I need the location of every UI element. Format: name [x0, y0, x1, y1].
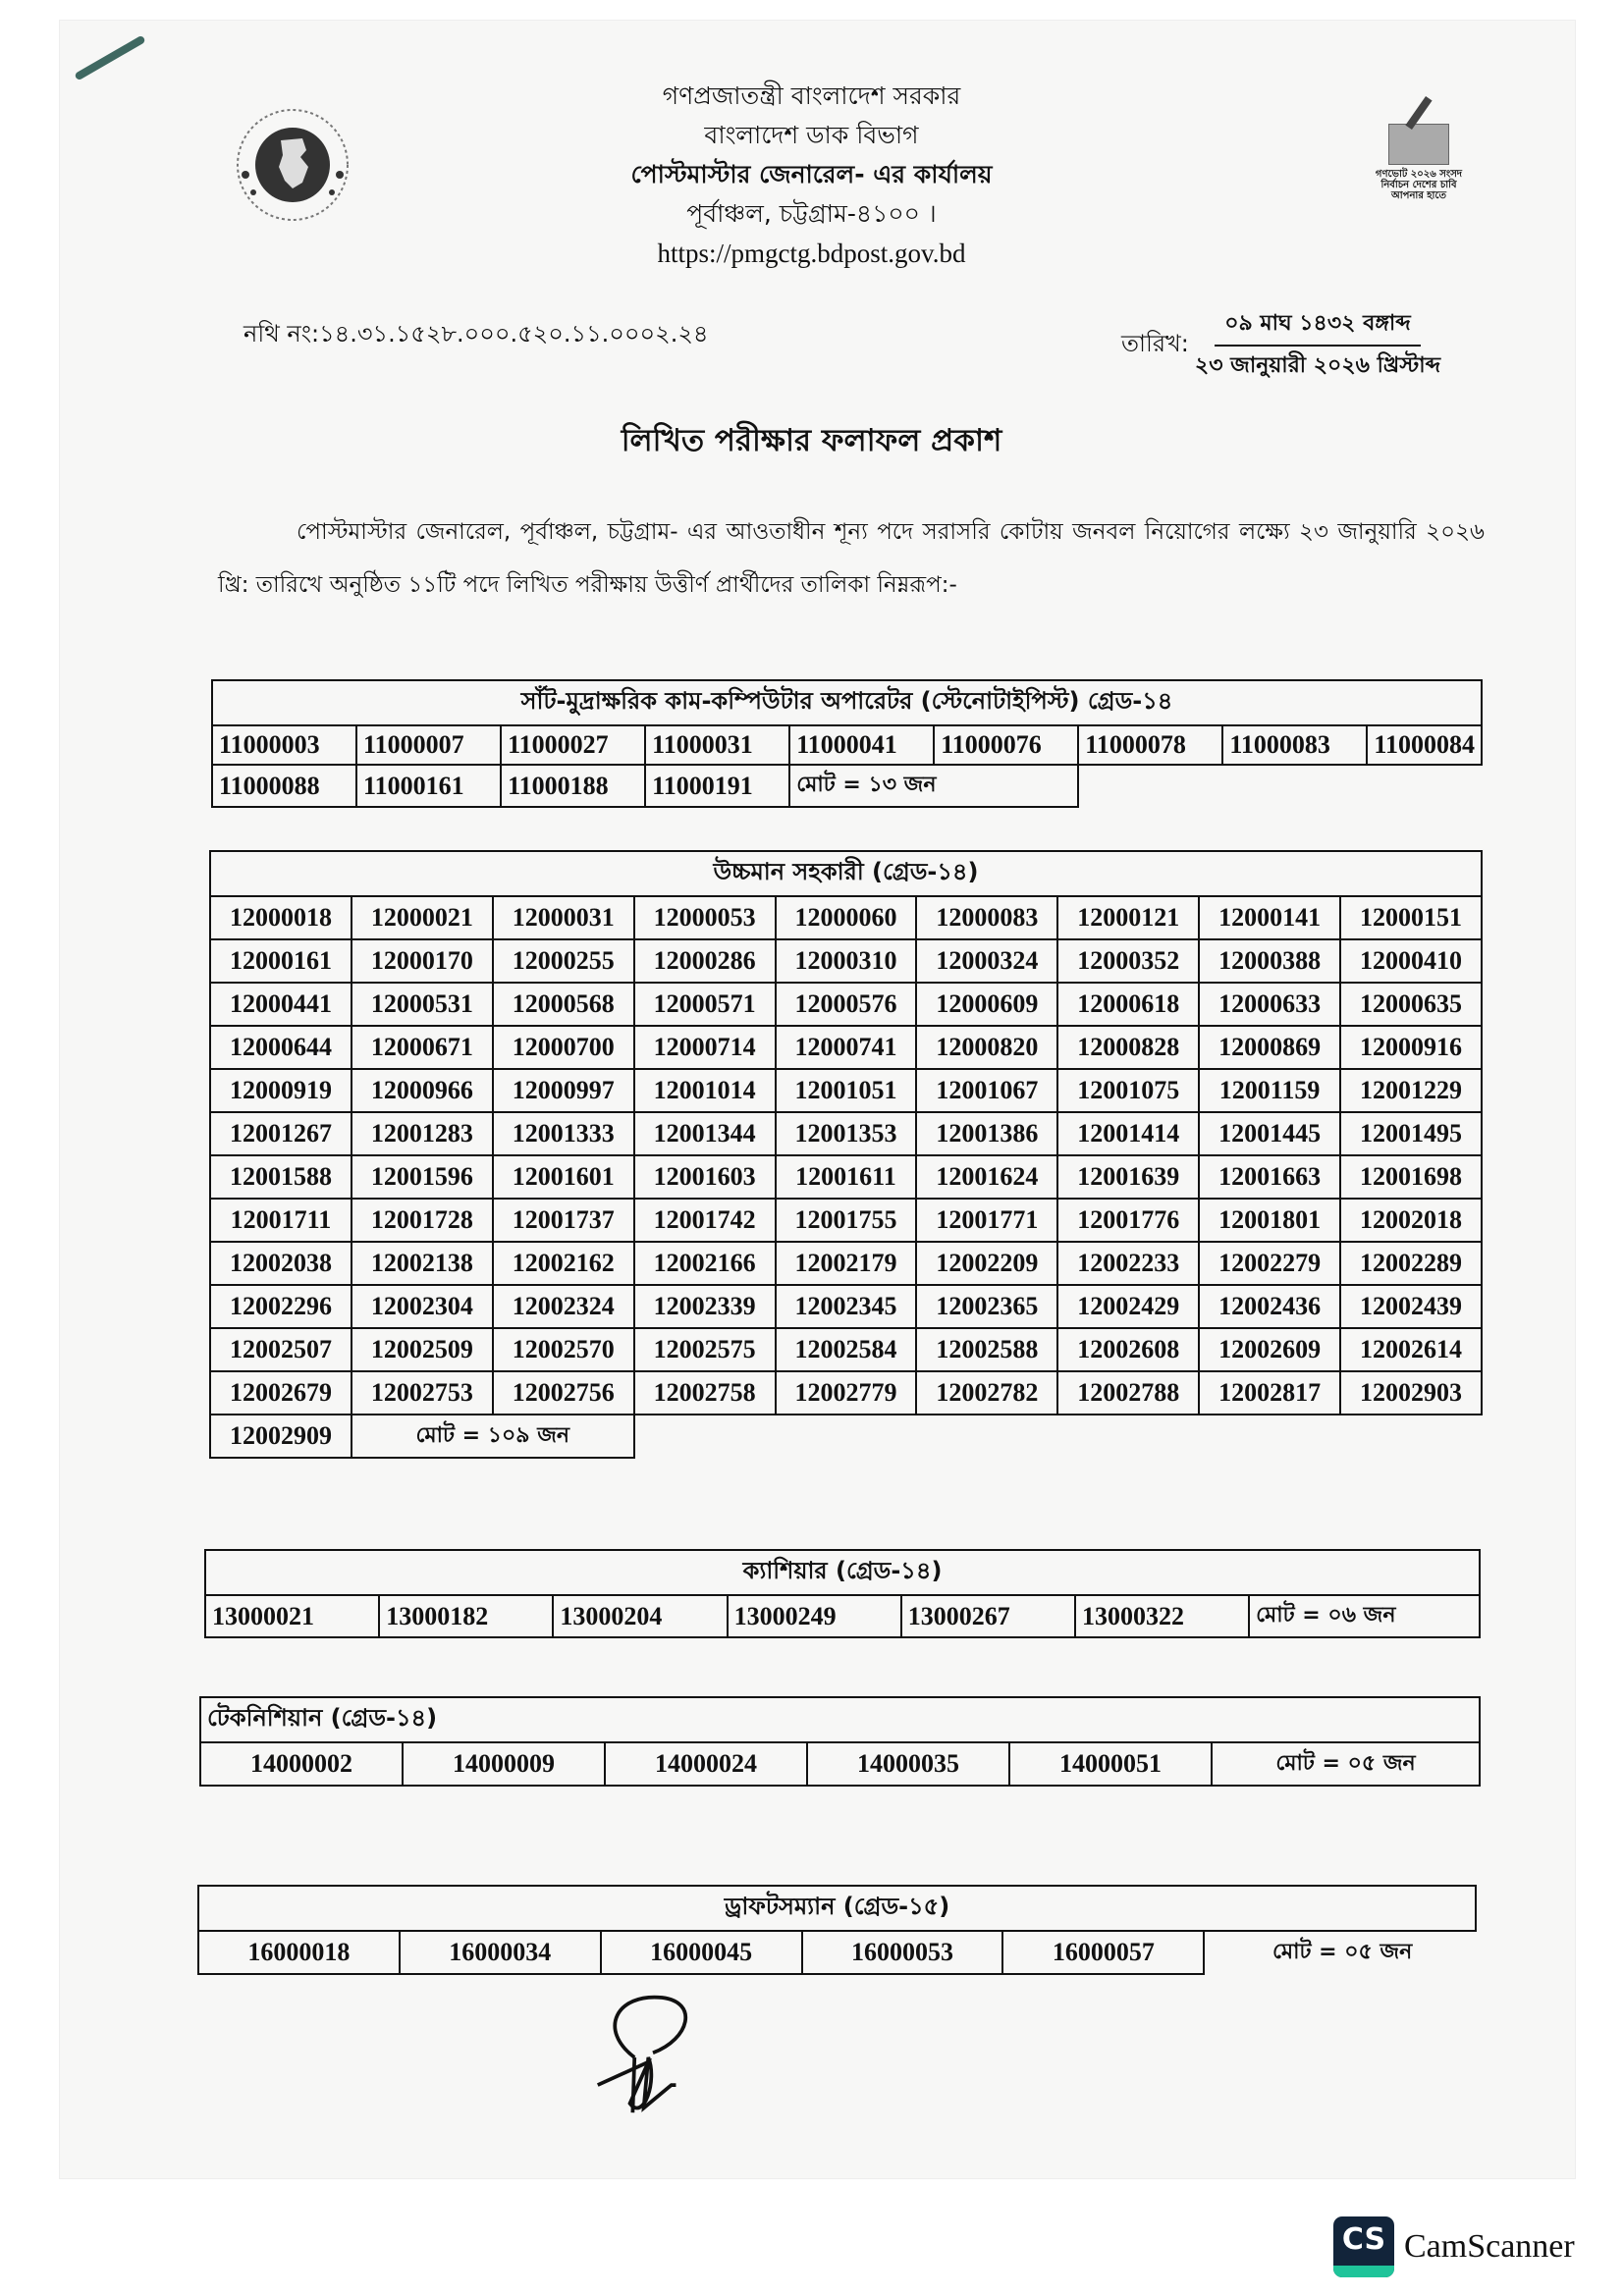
roll-cell: 12001353 [776, 1112, 917, 1155]
camscanner-watermark [1333, 2216, 1575, 2277]
roll-cell: 12001075 [1057, 1069, 1199, 1112]
roll-cell: 12001267 [210, 1112, 352, 1155]
roll-cell: 11000084 [1367, 725, 1482, 765]
roll-cell: 12002779 [776, 1371, 917, 1415]
roll-cell: 12000286 [634, 939, 776, 983]
roll-cell: 11000191 [645, 765, 789, 807]
total-count: মোট = ০৫ জন [1271, 1940, 1413, 1964]
roll-cell: 12002339 [634, 1285, 776, 1328]
roll-cell: 12002614 [1340, 1328, 1482, 1371]
roll-cell: 12001755 [776, 1199, 917, 1242]
roll-cell: 13000204 [553, 1595, 727, 1637]
table-heading: সাঁট-মুদ্রাক্ষরিক কাম-কম্পিউটার অপারেটর (স্টেনোটাইপিস্ট) গ্রেড-১৪ [212, 680, 1482, 725]
date-gregorian: ২৩ জানুয়ারী ২০২৬ খ্রিস্টাব্দ [1194, 353, 1441, 378]
roll-cell: 12000576 [776, 983, 917, 1026]
roll-cell: 12002296 [210, 1285, 352, 1328]
roll-cell: 12000161 [210, 939, 352, 983]
roll-cell: 12000255 [493, 939, 634, 983]
roll-cell: 12002575 [634, 1328, 776, 1371]
roll-cell: 12000714 [634, 1026, 776, 1069]
roll-cell: 12002436 [1199, 1285, 1340, 1328]
roll-cell: 12000031 [493, 896, 634, 939]
roll-cell: 12001386 [916, 1112, 1057, 1155]
roll-cell: 12002439 [1340, 1285, 1482, 1328]
table-row [210, 896, 1482, 939]
table-row [205, 1595, 1480, 1637]
result-table-draftsman [197, 1885, 1477, 1975]
letterhead-address: পূর্বাঞ্চল, চট্টগ্রাম-৪১০০ । [686, 199, 937, 228]
roll-cell: 12000388 [1199, 939, 1340, 983]
roll-cell: 13000249 [728, 1595, 901, 1637]
roll-cell: 12000083 [916, 896, 1057, 939]
table-heading: ক্যাশিয়ার (গ্রেড-১৪) [205, 1550, 1480, 1595]
roll-cell: 11000078 [1078, 725, 1222, 765]
roll-cell: 12000671 [352, 1026, 493, 1069]
roll-cell: 12000441 [210, 983, 352, 1026]
roll-cell: 12000820 [916, 1026, 1057, 1069]
roll-cell: 12001283 [352, 1112, 493, 1155]
roll-cell: 12001344 [634, 1112, 776, 1155]
total-count: মোট = ০৫ জন [1212, 1742, 1480, 1786]
table-row [210, 1069, 1482, 1112]
roll-cell: 12002753 [352, 1371, 493, 1415]
roll-cell: 12000324 [916, 939, 1057, 983]
election-logo-text: গণভোট ২০২৬ সংসদ নির্বাচন দেশের চাবি আপনার হাতে [1375, 169, 1463, 201]
ballot-box-icon [1388, 124, 1449, 165]
table-row [200, 1742, 1480, 1786]
table-row [210, 983, 1482, 1026]
roll-cell: 16000018 [198, 1931, 400, 1974]
memo-label: নথি নং: [243, 320, 320, 347]
roll-cell: 12002758 [634, 1371, 776, 1415]
page-title: লিখিত পরীক্ষার ফলাফল প্রকাশ [621, 423, 1002, 458]
roll-cell: 12002179 [776, 1242, 917, 1285]
roll-cell: 16000045 [601, 1931, 802, 1974]
roll-cell: 12002584 [776, 1328, 917, 1371]
memo-value: ১৪.৩১.১৫২৮.০০০.৫২০.১১.০০০২.২৪ [319, 320, 709, 347]
table-row [212, 725, 1482, 765]
roll-cell: 12001414 [1057, 1112, 1199, 1155]
roll-cell: 12000633 [1199, 983, 1340, 1026]
roll-cell: 11000031 [645, 725, 789, 765]
roll-cell: 12000618 [1057, 983, 1199, 1026]
roll-cell: 13000021 [205, 1595, 379, 1637]
roll-cell: 12002608 [1057, 1328, 1199, 1371]
table-row [210, 1026, 1482, 1069]
roll-cell: 12000060 [776, 896, 917, 939]
table-heading: ড্রাফটসম্যান (গ্রেড-১৫) [198, 1886, 1476, 1931]
table-row [212, 765, 1482, 807]
roll-cell: 12000021 [352, 896, 493, 939]
roll-cell: 12002166 [634, 1242, 776, 1285]
roll-cell: 12002304 [352, 1285, 493, 1328]
camscanner-logo-icon: CS [1333, 2216, 1394, 2277]
roll-cell: 12001728 [352, 1199, 493, 1242]
date-bangla: ০৯ মাঘ ১৪৩২ বঙ্গাব্দ [1215, 306, 1421, 347]
table-row [210, 1112, 1482, 1155]
roll-cell: 12000531 [352, 983, 493, 1026]
letterhead-government: গণপ্রজাতন্ত্রী বাংলাদেশ সরকার [662, 81, 961, 110]
roll-cell: 12000568 [493, 983, 634, 1026]
roll-cell: 12002209 [916, 1242, 1057, 1285]
roll-cell: 12002018 [1340, 1199, 1482, 1242]
roll-cell: 11000041 [789, 725, 934, 765]
roll-cell: 11000007 [356, 725, 501, 765]
letterhead-office: পোস্টমাস্টার জেনারেল- এর কার্যালয় [630, 160, 993, 188]
roll-cell: 12002507 [210, 1328, 352, 1371]
roll-cell: 12002509 [352, 1328, 493, 1371]
roll-cell: 12001663 [1199, 1155, 1340, 1199]
roll-cell: 12001495 [1340, 1112, 1482, 1155]
letterhead-url: https://pmgctg.bdpost.gov.bd [657, 239, 966, 268]
signature-icon [579, 1993, 727, 2150]
date-label: তারিখ: [1121, 330, 1189, 357]
roll-cell: 12001051 [776, 1069, 917, 1112]
roll-cell: 12001229 [1340, 1069, 1482, 1112]
roll-cell: 13000182 [379, 1595, 553, 1637]
roll-cell: 12002817 [1199, 1371, 1340, 1415]
roll-cell: 12001601 [493, 1155, 634, 1199]
table-row [210, 939, 1482, 983]
roll-cell: 13000267 [901, 1595, 1075, 1637]
roll-cell: 12001624 [916, 1155, 1057, 1199]
roll-cell: 12001588 [210, 1155, 352, 1199]
table-row [210, 1155, 1482, 1199]
election-logo [1365, 96, 1473, 234]
roll-cell: 12001698 [1340, 1155, 1482, 1199]
roll-cell: 12002909 [210, 1415, 352, 1458]
roll-cell: 12001737 [493, 1199, 634, 1242]
camscanner-name: CamScanner [1404, 2228, 1575, 2265]
roll-cell: 12000018 [210, 896, 352, 939]
roll-cell: 12000571 [634, 983, 776, 1026]
roll-cell: 12000916 [1340, 1026, 1482, 1069]
roll-cell: 12000410 [1340, 939, 1482, 983]
roll-cell: 12001596 [352, 1155, 493, 1199]
roll-cell: 13000322 [1075, 1595, 1249, 1637]
roll-cell: 12000635 [1340, 983, 1482, 1026]
intro-paragraph: পোস্টমাস্টার জেনারেল, পূর্বাঞ্চল, চট্টগ্রাম- এর আওতাধীন শূন্য পদে সরাসরি কোটায় জনবল নিয়োগের লক্ষ্যে ২৩ জানুয়ারি ২০২৬ খ্রি: তারিখে অনুষ্ঠিত ১১টি পদে লিখিত পরীক্ষায় উত্তীর্ণ প্রার্থীদের তালিকা নিম্নরূপ:- [218, 519, 1485, 598]
roll-cell: 12002782 [916, 1371, 1057, 1415]
table-row [210, 1242, 1482, 1285]
result-table-upper-division-assistant [209, 850, 1483, 1459]
roll-cell: 12002345 [776, 1285, 917, 1328]
total-count: মোট = ১০৯ জন [352, 1415, 634, 1458]
roll-cell: 12000170 [352, 939, 493, 983]
roll-cell: 12000310 [776, 939, 917, 983]
roll-cell: 14000024 [605, 1742, 807, 1786]
result-table-cashier [204, 1549, 1481, 1638]
roll-cell: 11000188 [501, 765, 645, 807]
roll-cell: 12002756 [493, 1371, 634, 1415]
roll-cell: 12001014 [634, 1069, 776, 1112]
result-table-technician [199, 1696, 1481, 1787]
roll-cell: 12002679 [210, 1371, 352, 1415]
roll-cell: 12002609 [1199, 1328, 1340, 1371]
table-heading: টেকনিশিয়ান (গ্রেড-১৪) [200, 1697, 1480, 1742]
roll-cell: 12000919 [210, 1069, 352, 1112]
roll-cell: 11000027 [501, 725, 645, 765]
roll-cell: 12002138 [352, 1242, 493, 1285]
roll-cell: 12002588 [916, 1328, 1057, 1371]
table-row [198, 1931, 1476, 1974]
roll-cell: 12002903 [1340, 1371, 1482, 1415]
total-count: মোট = ০৬ জন [1249, 1595, 1480, 1637]
roll-cell: 16000057 [1002, 1931, 1204, 1974]
roll-cell: 12001067 [916, 1069, 1057, 1112]
table-row [210, 1328, 1482, 1371]
roll-cell: 12001639 [1057, 1155, 1199, 1199]
roll-cell: 14000009 [403, 1742, 605, 1786]
roll-cell: 11000076 [934, 725, 1078, 765]
roll-cell: 16000053 [802, 1931, 1003, 1974]
roll-cell: 12000966 [352, 1069, 493, 1112]
roll-cell: 11000088 [212, 765, 356, 807]
memo-number [243, 316, 709, 355]
roll-cell: 12000352 [1057, 939, 1199, 983]
date-block [1121, 306, 1440, 385]
table-row [210, 1199, 1482, 1242]
total-count: মোট = ১৩ জন [789, 765, 1078, 807]
letterhead-department: বাংলাদেশ ডাক বিভাগ [704, 121, 919, 149]
table-heading: উচ্চমান সহকারী (গ্রেড-১৪) [210, 851, 1482, 896]
roll-cell: 12001333 [493, 1112, 634, 1155]
roll-cell: 14000051 [1009, 1742, 1212, 1786]
roll-cell: 12002289 [1340, 1242, 1482, 1285]
result-table-stenotypist [211, 679, 1483, 808]
roll-cell: 12001603 [634, 1155, 776, 1199]
roll-cell: 14000035 [807, 1742, 1009, 1786]
roll-cell: 11000161 [356, 765, 501, 807]
roll-cell: 12000644 [210, 1026, 352, 1069]
roll-cell: 11000003 [212, 725, 356, 765]
roll-cell: 12000997 [493, 1069, 634, 1112]
roll-cell: 12001801 [1199, 1199, 1340, 1242]
roll-cell: 12000141 [1199, 896, 1340, 939]
roll-cell: 12002038 [210, 1242, 352, 1285]
table-row [210, 1415, 1482, 1458]
table-row [210, 1371, 1482, 1415]
roll-cell: 12002279 [1199, 1242, 1340, 1285]
roll-cell: 12001711 [210, 1199, 352, 1242]
roll-cell: 12001776 [1057, 1199, 1199, 1242]
roll-cell: 12000828 [1057, 1026, 1199, 1069]
roll-cell: 12002570 [493, 1328, 634, 1371]
table-row [210, 1285, 1482, 1328]
roll-cell: 12001742 [634, 1199, 776, 1242]
roll-cell: 12002429 [1057, 1285, 1199, 1328]
roll-cell: 12001611 [776, 1155, 917, 1199]
roll-cell: 12002233 [1057, 1242, 1199, 1285]
roll-cell: 12002324 [493, 1285, 634, 1328]
roll-cell: 12000151 [1340, 896, 1482, 939]
roll-cell: 12000700 [493, 1026, 634, 1069]
roll-cell: 12000609 [916, 983, 1057, 1026]
roll-cell: 12001445 [1199, 1112, 1340, 1155]
roll-cell: 12002162 [493, 1242, 634, 1285]
roll-cell: 16000034 [400, 1931, 601, 1974]
roll-cell: 11000083 [1222, 725, 1367, 765]
roll-cell: 12000869 [1199, 1026, 1340, 1069]
roll-cell: 12001771 [916, 1199, 1057, 1242]
roll-cell: 12002788 [1057, 1371, 1199, 1415]
roll-cell: 12001159 [1199, 1069, 1340, 1112]
roll-cell: 12002365 [916, 1285, 1057, 1328]
roll-cell: 14000002 [200, 1742, 403, 1786]
roll-cell: 12000121 [1057, 896, 1199, 939]
roll-cell: 12000741 [776, 1026, 917, 1069]
roll-cell: 12000053 [634, 896, 776, 939]
